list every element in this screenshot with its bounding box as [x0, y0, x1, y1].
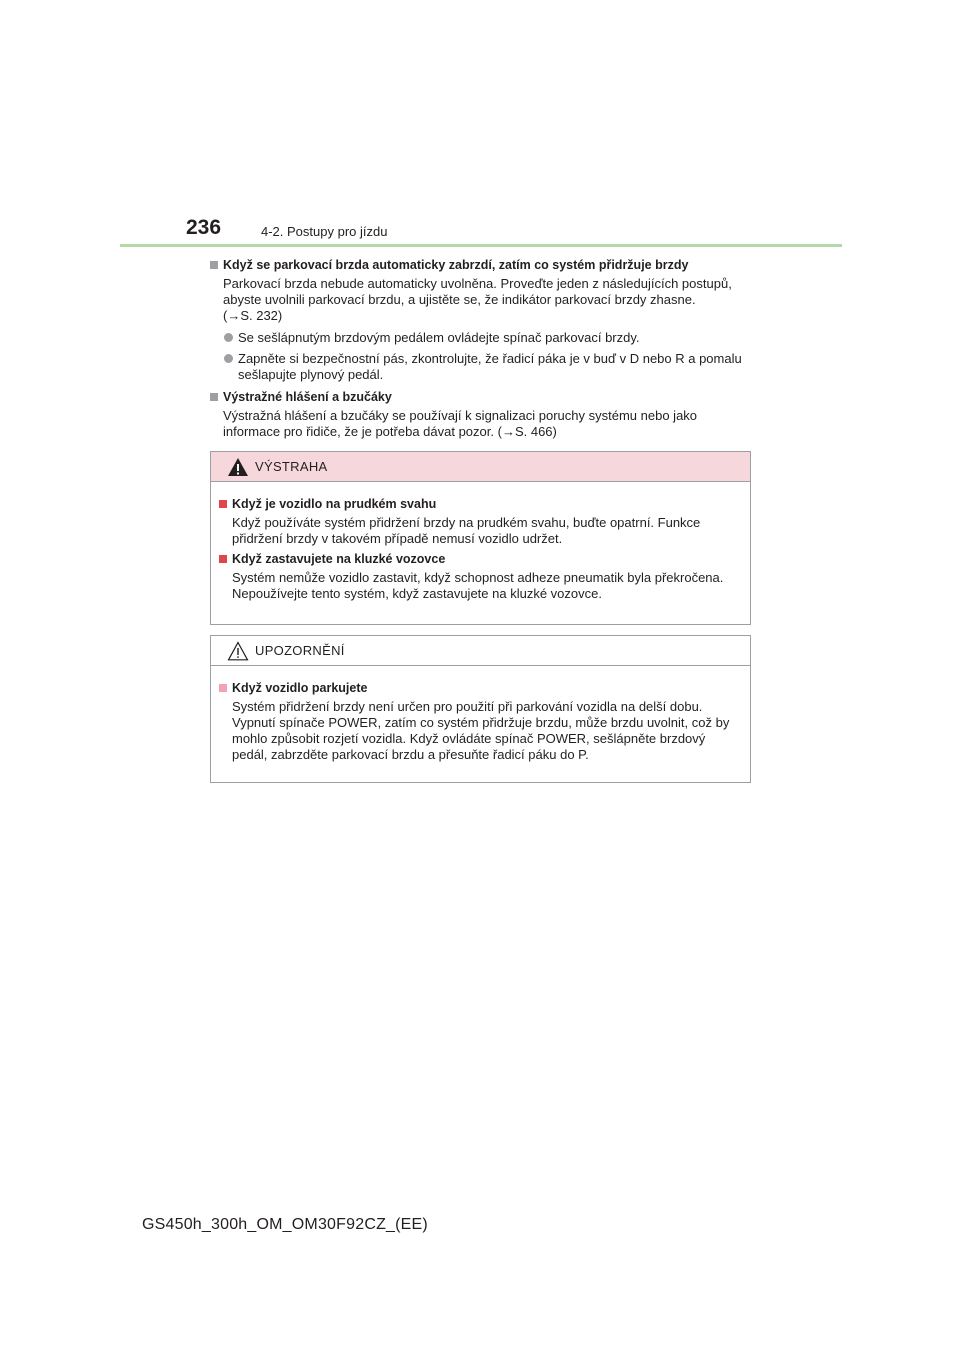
dot-bullet-icon: [224, 354, 233, 363]
warning-box: [210, 451, 751, 625]
warning-item-heading-text: Když zastavujete na kluzké vozovce: [232, 552, 446, 566]
list-item: [224, 351, 755, 383]
list-item: [224, 330, 755, 346]
warning-item: [219, 496, 742, 547]
list-item-text: Zapněte si bezpečnostní pás, zkontrolujte, že řadicí páka je v buď v D nebo R a pomalu sešlapujte plynový pedál.: [238, 351, 742, 382]
caution-box-title: UPOZORNĚNÍ: [255, 643, 345, 658]
square-bullet-icon: [219, 684, 227, 692]
section-paragraph: [210, 276, 755, 324]
warning-box-body: [211, 482, 750, 602]
section-warnings-buzzers: [210, 389, 755, 440]
paragraph-text: Výstražná hlášení a bzučáky se používají k signalizaci poruchy systému nebo jako informace pro řidiče, že je potřeba dávat pozor.: [223, 408, 698, 439]
section-heading: [210, 257, 755, 273]
section-heading: [210, 389, 755, 405]
warning-item-heading: [219, 496, 742, 512]
warning-item-text: Systém nemůže vozidlo zastavit, když schopnost adheze pneumatik byla překročena. Nepoužívejte tento systém, když zastavujete na kluzké vozovce.: [232, 570, 724, 601]
square-bullet-icon: [210, 261, 218, 269]
caution-item: [219, 680, 742, 763]
warning-item-text: Když používáte systém přidržení brzdy na prudkém svahu, buďte opatrní. Funkce přidržení brzdy v takovém případě nemusí vozidlo udržet.: [232, 515, 701, 546]
page-reference-link[interactable]: (→S. 466): [497, 424, 557, 439]
paragraph-text: Parkovací brzda nebude automaticky uvolněna. Proveďte jeden z následujících postupů, abyste uvolnili parkovací brzdu, a ujistěte se, že indikátor parkovací brzdy zhasne.: [223, 276, 732, 307]
square-bullet-icon: [219, 500, 227, 508]
caution-box-header: [211, 636, 750, 666]
square-bullet-icon: [219, 555, 227, 563]
warning-item: [219, 551, 742, 602]
warning-item-heading-text: Když je vozidlo na prudkém svahu: [232, 497, 437, 511]
list-item-text: Se sešlápnutým brzdovým pedálem ovládejte spínač parkovací brzdy.: [238, 330, 640, 345]
page-reference-link[interactable]: (→S. 232): [223, 308, 283, 323]
section-heading-text: Výstražné hlášení a bzučáky: [223, 390, 392, 404]
main-content: [210, 257, 755, 446]
caution-item-text: Systém přidržení brzdy není určen pro použití při parkování vozidla na delší dobu. Vypnutí spínače POWER, zatím co systém přidržuje brzdu, může brzdu uvolnit, což by mohlo způsobit rozjetí vozidla. Když ovládáte spínač POWER, sešlápněte brzdový pedál, zabrzděte parkovací brzdu a přesuňte řadicí páku do P.: [232, 699, 730, 762]
square-bullet-icon: [210, 393, 218, 401]
header-divider: [120, 244, 842, 247]
page-header: [120, 214, 840, 248]
section-paragraph: [210, 408, 755, 440]
caution-box-body: [211, 666, 750, 763]
warning-triangle-icon: [227, 457, 249, 477]
page-number: 236: [186, 216, 222, 239]
caution-item-heading-text: Když vozidlo parkujete: [232, 681, 368, 695]
section-heading-text: Když se parkovací brzda automaticky zabrzdí, zatím co systém přidržuje brzdy: [223, 258, 689, 272]
section-parking-brake: [210, 257, 755, 383]
caution-box: [210, 635, 751, 783]
warning-item-heading: [219, 551, 742, 567]
dot-bullet-icon: [224, 333, 233, 342]
caution-triangle-icon: [227, 641, 249, 661]
warning-box-header: [211, 452, 750, 482]
warning-box-title: VÝSTRAHA: [255, 459, 328, 474]
chapter-title: 4-2. Postupy pro jízdu: [261, 224, 388, 239]
bullet-list: [210, 330, 755, 383]
caution-item-heading: [219, 680, 742, 696]
manual-code: GS450h_300h_OM_OM30F92CZ_(EE): [142, 1216, 428, 1233]
